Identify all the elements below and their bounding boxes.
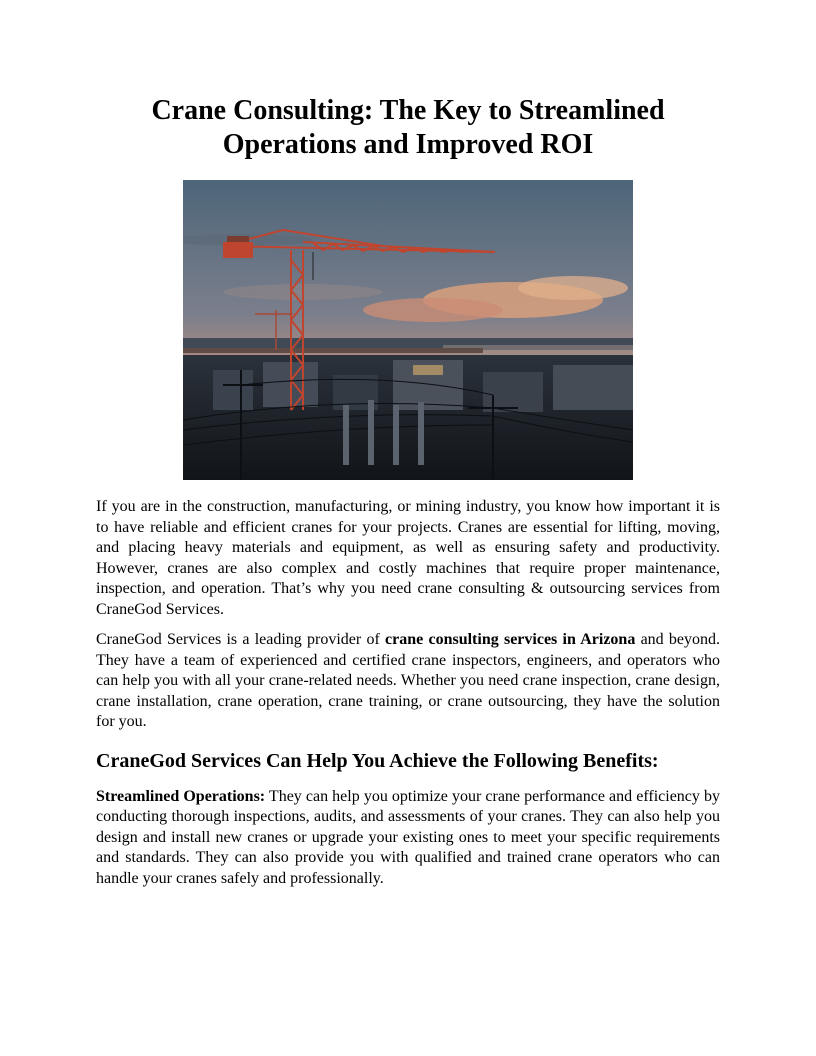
benefits-heading: CraneGod Services Can Help You Achieve the Following Benefits:	[96, 749, 659, 772]
intro-paragraph: If you are in the construction, manufacturing, or mining industry, you know how important it is to have reliable and efficient cranes for your projects. Cranes are essential for lifting, moving, and placing heavy materials and equipment, as well as ensuring safety and productivity. However, cranes are also complex and costly machines that require proper maintenance, inspection, and operation. That’s why you need crane consulting & outsourcing services from CraneGod Services.	[96, 498, 720, 618]
page-title: Crane Consulting: The Key to Streamlined Operations and Improved ROI	[151, 95, 665, 160]
provider-text-end: and beyond. They have a team of experienced and certified crane inspectors, engineers, and operators who can help you with all your crane-related needs. Whether you need crane inspection, crane design, crane installation, crane operation, crane training, or crane outsourcing, they have the solution for you.	[96, 631, 721, 730]
provider-text-start: CraneGod Services is a leading provider of	[96, 631, 386, 648]
provider-keyword: crane consulting services in Arizona	[385, 631, 636, 648]
provider-paragraph	[96, 630, 720, 733]
benefit-streamlined-operations	[96, 787, 720, 890]
benefit-text: They can help you optimize your crane performance and efficiency by conducting thorough inspections, audits, and assessments of your cranes. They can also help you design and install new cranes or upgrade your existing ones to meet your specific requirements and standards. They can also provide you with qualified and trained crane operators who can handle your cranes safely and professionally.	[96, 787, 720, 887]
crane-photo	[183, 180, 633, 480]
crane-photo-illustration	[183, 180, 633, 480]
article-body	[96, 497, 720, 899]
benefit-label: Streamlined Operations:	[96, 787, 266, 805]
